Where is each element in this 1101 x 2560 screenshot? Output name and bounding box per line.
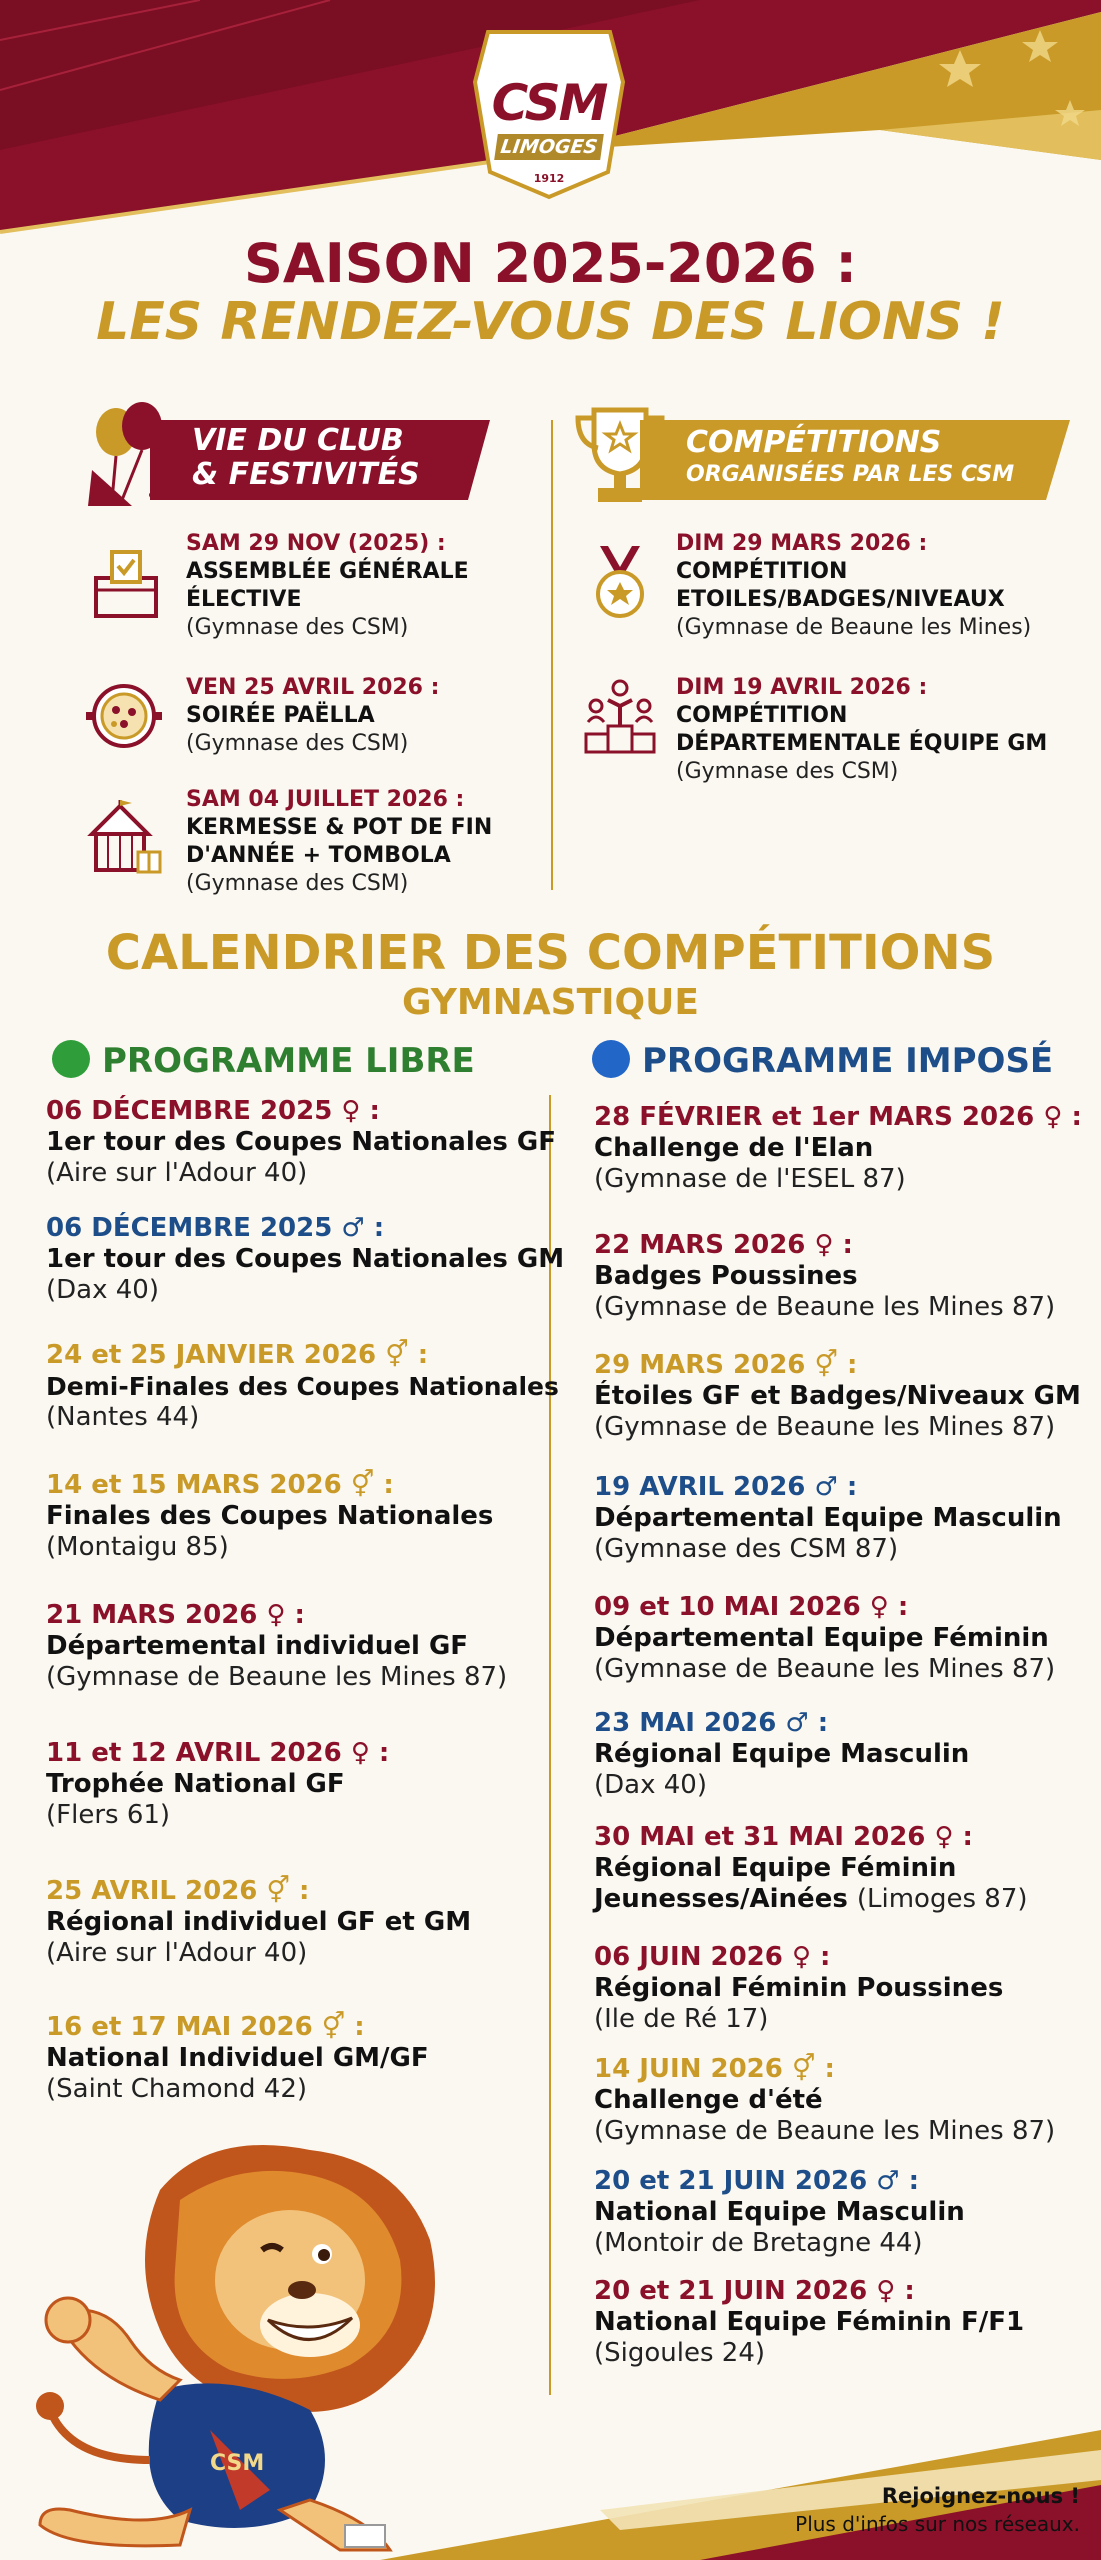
female-symbol-icon: ♀ xyxy=(876,2276,896,2306)
item-place: (Nantes 44) xyxy=(46,1402,200,1432)
impose-item: 23 MAI 2026 ♂ : Régional Equipe Masculin (Dax 40) xyxy=(594,1708,970,1800)
csm-logo xyxy=(468,22,630,202)
join-us-text: Rejoignez-nous ! xyxy=(881,2484,1080,2508)
mixed-symbol-icon: ⚥ xyxy=(385,1340,409,1370)
event-date: DIM 19 AVRIL 2026 : xyxy=(676,675,928,700)
impose-item: 28 FÉVRIER et 1er MARS 2026 ♀ : Challenge de l'Elan (Gymnase de l'ESEL 87) xyxy=(594,1102,1082,1194)
item-date: 30 MAI et 31 MAI 2026 xyxy=(594,1822,926,1852)
impose-item: 09 et 10 MAI 2026 ♀ : Départemental Equipe Féminin (Gymnase de Beaune les Mines 87) xyxy=(594,1592,1056,1684)
item-place: (Gymnase des CSM 87) xyxy=(594,1534,899,1564)
page-subtitle: LES RENDEZ-VOUS DES LIONS ! xyxy=(96,292,1005,352)
item-date: 20 et 21 JUIN 2026 xyxy=(594,2276,868,2306)
item-title: Challenge de l'Elan xyxy=(594,1133,874,1163)
blue-dot-icon xyxy=(592,1040,630,1078)
event-place: (Gymnase des CSM) xyxy=(186,615,409,640)
item-date: 14 JUIN 2026 xyxy=(594,2054,783,2084)
male-symbol-icon: ♂ xyxy=(814,1472,838,1502)
circus-tent-icon xyxy=(86,800,162,876)
libre-item: 11 et 12 AVRIL 2026 ♀ : Trophée National GF (Flers 61) xyxy=(46,1738,390,1830)
competition-event-1 xyxy=(676,530,1031,642)
competitions-subtitle: ORGANISÉES PAR LES CSM xyxy=(686,462,1015,487)
item-date: 06 JUIN 2026 xyxy=(594,1942,783,1972)
mascot-jersey-text: CSM xyxy=(210,2451,265,2476)
calendar-subtitle: GYMNASTIQUE xyxy=(402,982,699,1023)
libre-item: 06 DÉCEMBRE 2025 ♀ : 1er tour des Coupes Nationales GF (Aire sur l'Adour 40) xyxy=(46,1096,557,1188)
libre-item: 21 MARS 2026 ♀ : Départemental individuel GF (Gymnase de Beaune les Mines 87) xyxy=(46,1600,508,1692)
item-place: (Limoges 87) xyxy=(856,1884,1028,1914)
male-symbol-icon: ♂ xyxy=(876,2166,900,2196)
event-date: DIM 29 MARS 2026 : xyxy=(676,531,928,556)
item-date: 19 AVRIL 2026 xyxy=(594,1472,806,1502)
item-date: 11 et 12 AVRIL 2026 xyxy=(46,1738,342,1768)
logo-brand: CSM xyxy=(491,74,607,132)
item-place: (Montoir de Bretagne 44) xyxy=(594,2228,923,2258)
item-date: 23 MAI 2026 xyxy=(594,1708,777,1738)
item-title: Challenge d'été xyxy=(594,2085,823,2115)
libre-item: 14 et 15 MARS 2026 ⚥ : Finales des Coupes Nationales (Montaigu 85) xyxy=(46,1470,494,1562)
libre-item: 06 DÉCEMBRE 2025 ♂ : 1er tour des Coupes Nationales GM (Dax 40) xyxy=(46,1213,565,1305)
competitions-title: COMPÉTITIONS xyxy=(686,425,942,460)
item-title: Finales des Coupes Nationales xyxy=(46,1501,494,1531)
paella-pan-icon xyxy=(86,678,162,754)
section-divider xyxy=(551,420,553,890)
female-symbol-icon: ♀ xyxy=(814,1230,834,1260)
event-title: ASSEMBLÉE GÉNÉRALE xyxy=(186,559,469,584)
female-symbol-icon: ♀ xyxy=(934,1822,954,1852)
event-title: KERMESSE & POT DE FIN xyxy=(186,815,493,840)
event-place: (Gymnase des CSM) xyxy=(186,871,409,896)
item-place: (Flers 61) xyxy=(46,1800,171,1830)
item-place: (Dax 40) xyxy=(594,1770,707,1800)
event-title: ETOILES/BADGES/NIVEAUX xyxy=(676,587,1005,612)
item-date: 16 et 17 MAI 2026 xyxy=(46,2012,313,2042)
event-date: SAM 04 JUILLET 2026 : xyxy=(186,787,465,812)
item-place: (Gymnase de Beaune les Mines 87) xyxy=(594,1292,1056,1322)
item-date: 06 DÉCEMBRE 2025 xyxy=(46,1213,333,1243)
impose-item: 14 JUIN 2026 ⚥ : Challenge d'été (Gymnase de Beaune les Mines 87) xyxy=(594,2054,1056,2146)
club-title: VIE DU CLUB xyxy=(192,423,404,458)
female-symbol-icon: ♀ xyxy=(350,1738,370,1768)
item-title: Régional Féminin Poussines xyxy=(594,1973,1004,2003)
mixed-symbol-icon: ⚥ xyxy=(350,1470,375,1500)
impose-item: 30 MAI et 31 MAI 2026 ♀ : Régional Equipe Féminin Jeunesses/Ainées (Limoges 87) xyxy=(594,1822,1028,1914)
item-place: (Sigoules 24) xyxy=(594,2338,766,2368)
mixed-symbol-icon: ⚥ xyxy=(321,2012,346,2042)
female-symbol-icon: ♀ xyxy=(869,1592,889,1622)
item-title: Jeunesses/Ainées xyxy=(594,1884,848,1914)
event-title: COMPÉTITION xyxy=(676,559,848,584)
team-podium-icon xyxy=(582,678,658,754)
item-place: (Gymnase de Beaune les Mines 87) xyxy=(46,1662,508,1692)
event-date: VEN 25 AVRIL 2026 : xyxy=(186,675,440,700)
item-title: National Equipe Masculin xyxy=(594,2197,965,2227)
item-place: (Gymnase de Beaune les Mines 87) xyxy=(594,1654,1056,1684)
green-dot-icon xyxy=(52,1040,90,1078)
female-symbol-icon: ♀ xyxy=(341,1096,361,1126)
calendar-title: CALENDRIER DES COMPÉTITIONS xyxy=(105,925,996,981)
impose-item: 29 MARS 2026 ⚥ : Étoiles GF et Badges/Niveaux GM (Gymnase de Beaune les Mines 87) xyxy=(594,1350,1081,1442)
libre-item: 24 et 25 JANVIER 2026 ⚥ : Demi-Finales des Coupes Nationales (Nantes 44) xyxy=(46,1340,559,1432)
female-symbol-icon: ♀ xyxy=(1043,1102,1063,1132)
item-place: (Gymnase de Beaune les Mines 87) xyxy=(594,1412,1056,1442)
medal-icon xyxy=(582,544,658,620)
male-symbol-icon: ♂ xyxy=(341,1213,365,1243)
item-title: Trophée National GF xyxy=(46,1769,345,1799)
libre-item: 16 et 17 MAI 2026 ⚥ : National Individuel GM/GF (Saint Chamond 42) xyxy=(46,2012,429,2104)
item-title: Départemental Equipe Masculin xyxy=(594,1503,1062,1533)
item-date: 28 FÉVRIER et 1er MARS 2026 xyxy=(594,1102,1035,1132)
programme-impose-heading xyxy=(592,1040,1053,1081)
impose-item: 20 et 21 JUIN 2026 ♀ : National Equipe Féminin F/F1 (Sigoules 24) xyxy=(594,2276,1025,2368)
event-title: SOIRÉE PAËLLA xyxy=(186,703,375,728)
event-title: DÉPARTEMENTALE ÉQUIPE GM xyxy=(676,731,1048,756)
item-title: Étoiles GF et Badges/Niveaux GM xyxy=(594,1381,1081,1411)
item-title: Badges Poussines xyxy=(594,1261,858,1291)
item-title: Demi-Finales des Coupes Nationales xyxy=(46,1372,559,1401)
programme-libre-heading xyxy=(52,1040,475,1081)
logo-city: LIMOGES xyxy=(494,134,604,160)
item-title: Départemental Equipe Féminin xyxy=(594,1623,1049,1653)
item-date: 20 et 21 JUIN 2026 xyxy=(594,2166,868,2196)
competition-event-2 xyxy=(676,674,1101,786)
item-title: National Equipe Féminin F/F1 xyxy=(594,2307,1025,2337)
item-place: (Gymnase de Beaune les Mines 87) xyxy=(594,2116,1056,2146)
item-place: (Dax 40) xyxy=(46,1275,159,1305)
item-place: (Ile de Ré 17) xyxy=(594,2004,769,2034)
item-place: (Aire sur l'Adour 40) xyxy=(46,1938,308,1968)
ballot-box-icon xyxy=(88,546,164,622)
item-title: National Individuel GM/GF xyxy=(46,2043,429,2073)
lion-mascot-illustration xyxy=(10,2130,470,2560)
programme-libre-label: PROGRAMME LIBRE xyxy=(102,1041,475,1081)
item-date: 09 et 10 MAI 2026 xyxy=(594,1592,861,1622)
item-date: 06 DÉCEMBRE 2025 xyxy=(46,1096,333,1126)
impose-item: 22 MARS 2026 ♀ : Badges Poussines (Gymnase de Beaune les Mines 87) xyxy=(594,1230,1056,1322)
event-place: (Gymnase des CSM) xyxy=(676,759,899,784)
item-date: 22 MARS 2026 xyxy=(594,1230,806,1260)
libre-item: 25 AVRIL 2026 ⚥ : Régional individuel GF et GM (Aire sur l'Adour 40) xyxy=(46,1876,472,1968)
mixed-symbol-icon: ⚥ xyxy=(266,1876,290,1906)
item-title: Régional individuel GF et GM xyxy=(46,1907,472,1937)
item-date: 29 MARS 2026 xyxy=(594,1350,806,1380)
club-event-3 xyxy=(186,786,492,898)
club-event-2 xyxy=(186,674,439,758)
item-title: Régional Equipe Masculin xyxy=(594,1739,970,1769)
male-symbol-icon: ♂ xyxy=(785,1708,809,1738)
impose-item: 19 AVRIL 2026 ♂ : Départemental Equipe Masculin (Gymnase des CSM 87) xyxy=(594,1472,1062,1564)
event-title: D'ANNÉE + TOMBOLA xyxy=(186,843,451,868)
event-date-suffix: COMPÉTITION xyxy=(676,703,848,728)
event-title: ÉLECTIVE xyxy=(186,587,302,612)
club-event-1 xyxy=(186,530,469,642)
item-place: (Gymnase de l'ESEL 87) xyxy=(594,1164,906,1194)
item-place: (Montaigu 85) xyxy=(46,1532,229,1562)
item-title: 1er tour des Coupes Nationales GF xyxy=(46,1127,557,1157)
item-place: (Saint Chamond 42) xyxy=(46,2074,308,2104)
logo-year: 1912 xyxy=(533,172,565,185)
impose-item: 06 JUIN 2026 ♀ : Régional Féminin Poussines (Ile de Ré 17) xyxy=(594,1942,1004,2034)
programme-impose-label: PROGRAMME IMPOSÉ xyxy=(642,1041,1054,1081)
event-place: (Gymnase de Beaune les Mines) xyxy=(676,615,1032,640)
impose-item: 20 et 21 JUIN 2026 ♂ : National Equipe Masculin (Montoir de Bretagne 44) xyxy=(594,2166,965,2258)
female-symbol-icon: ♀ xyxy=(266,1600,286,1630)
item-date: 25 AVRIL 2026 xyxy=(46,1876,258,1906)
item-title: 1er tour des Coupes Nationales GM xyxy=(46,1244,565,1274)
more-info-text: Plus d'infos sur nos réseaux. xyxy=(795,2512,1080,2536)
item-date: 21 MARS 2026 xyxy=(46,1600,258,1630)
item-date: 24 et 25 JANVIER 2026 xyxy=(46,1340,377,1370)
event-place: (Gymnase des CSM) xyxy=(186,731,409,756)
item-place: (Aire sur l'Adour 40) xyxy=(46,1158,308,1188)
mixed-symbol-icon: ⚥ xyxy=(814,1350,838,1380)
item-title: Régional Equipe Féminin xyxy=(594,1853,957,1883)
item-title: Départemental individuel GF xyxy=(46,1631,469,1661)
club-ribbon xyxy=(150,416,490,504)
female-symbol-icon: ♀ xyxy=(791,1942,811,1972)
page-title: SAISON 2025-2026 : xyxy=(244,232,857,295)
event-date: SAM 29 NOV (2025) : xyxy=(186,531,446,556)
competitions-ribbon xyxy=(640,416,1070,504)
mixed-symbol-icon: ⚥ xyxy=(791,2054,816,2084)
club-subtitle: & FESTIVITÉS xyxy=(192,457,420,492)
item-date: 14 et 15 MARS 2026 xyxy=(46,1470,342,1500)
